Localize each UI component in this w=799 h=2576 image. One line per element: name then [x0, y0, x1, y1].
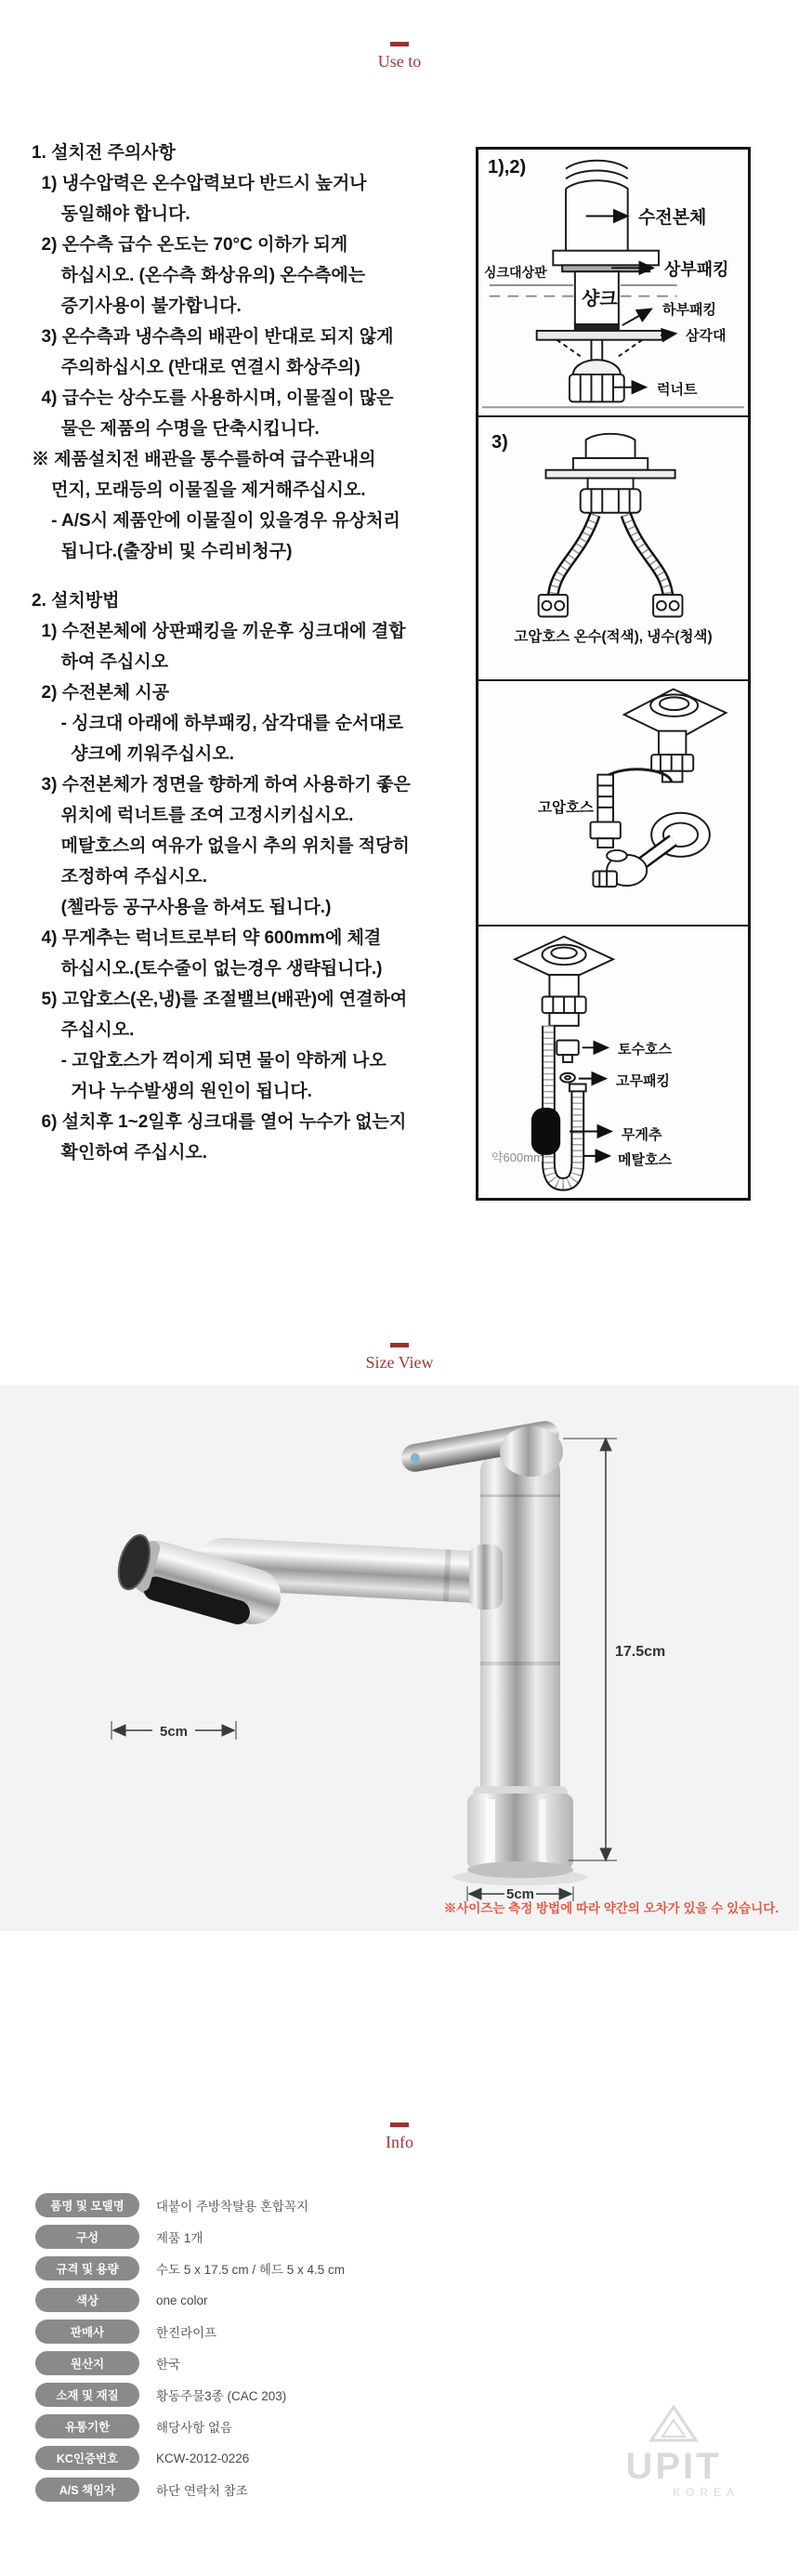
instruction-line: 조정하여 주십시오.: [32, 867, 208, 887]
info-label-pill: 품명 및 모델명: [35, 2193, 139, 2217]
metal-hose-label: 메탈호스: [618, 1152, 672, 1168]
upit-logo-icon: [649, 2405, 698, 2442]
height-dimension-label: 17.5cm: [615, 1644, 666, 1660]
info-label-pill: A/S 책임자: [35, 2477, 139, 2502]
sink-mount-diagram: [478, 150, 748, 415]
instruction-line: - 싱크대 아래에 하부패킹, 삼각대를 순서대로: [32, 714, 404, 733]
watermark-brand-text: UPIT: [625, 2446, 722, 2487]
weight-label: 무게추: [622, 1127, 662, 1143]
info-label-pill: 구성: [35, 2225, 139, 2249]
info-value: 황동주물3종 (CAC 203): [156, 2389, 287, 2403]
info-row: [35, 2221, 593, 2253]
instruction-line: 하여 주십시오: [32, 652, 169, 672]
instruction-line: 거나 누수발생의 원인이 됩니다.: [32, 1082, 312, 1101]
instruction-line: 위치에 럭너트를 조여 고정시키십시오.: [32, 806, 354, 825]
installation-diagram-column: [476, 147, 751, 1201]
valve-connection-diagram: [478, 681, 748, 925]
instruction-line: 하십시오.(토수줄이 없는경우 생략됩니다.): [32, 959, 383, 979]
info-label-pill: 색상: [35, 2288, 139, 2312]
panel1-tag: 1),2): [488, 157, 527, 177]
instruction-line: 2) 수전본체 시공: [32, 683, 170, 703]
info-dash: [390, 2123, 409, 2127]
info-value: 하단 연락처 참조: [156, 2484, 248, 2498]
info-row: [35, 2347, 593, 2379]
info-value: 제품 1개: [156, 2231, 203, 2245]
info-row: [35, 2379, 593, 2411]
instruction-line: 6) 설치후 1~2일후 싱크대를 열어 누수가 없는지: [32, 1112, 407, 1132]
top-packing-label: 상부패킹: [664, 260, 729, 279]
instruction-line: ※ 제품설치전 배관을 통수를하여 급수관내의: [32, 450, 376, 469]
instruction-line: 주십시오.: [32, 1020, 135, 1040]
info-value: 대붙이 주방착탈용 혼합꼭지: [156, 2200, 308, 2214]
rubber-packing-label: 고무패킹: [616, 1073, 670, 1089]
faucet-product-image: [0, 1385, 799, 1931]
panel2-tag: 3): [491, 432, 508, 453]
info-row: [35, 2284, 593, 2316]
instruction-line: 확인하여 주십시오.: [32, 1143, 208, 1163]
faucet-body-label: 수전본체: [638, 208, 707, 228]
hose-color-caption: 고압호스 온수(적색), 냉수(청색): [514, 629, 713, 645]
info-label-pill: 판매사: [35, 2320, 139, 2344]
info-row: [35, 2316, 593, 2347]
size-view-title: Size View: [365, 1353, 434, 1372]
product-photo-area: [0, 1385, 799, 1931]
diagram-panel-valve: [478, 681, 748, 927]
hose-length-label: 약600mm: [491, 1150, 544, 1164]
info-row: [35, 2442, 593, 2474]
info-value: 한진라이프: [156, 2326, 217, 2340]
instruction-line: 2. 설치방법: [32, 591, 120, 611]
use-to-dash: [390, 42, 409, 46]
instruction-line: 됩니다.(출장비 및 수리비청구): [32, 542, 293, 561]
sink-top-label: 싱크대상판: [484, 265, 547, 280]
install-steps-text: [32, 585, 478, 1168]
shank-label: 샹크: [582, 289, 618, 309]
locknut-label: 럭너트: [657, 382, 698, 398]
info-label-pill: 소재 및 재질: [35, 2383, 139, 2407]
head-width-dimension-label: 5cm: [159, 1724, 189, 1740]
tripod-label: 삼각대: [686, 328, 727, 344]
diagram-panel-mounting: [478, 150, 748, 417]
use-to-title: Use to: [377, 52, 422, 71]
instruction-line: 4) 무게추는 럭너트로부터 약 600mm에 체결: [32, 928, 382, 948]
info-row: [35, 2253, 593, 2284]
info-value: KCW-2012-0226: [156, 2451, 250, 2465]
info-label-pill: 유통기한: [35, 2414, 139, 2438]
instruction-line: - 고압호스가 꺽이게 되면 물이 약하게 나오: [32, 1051, 386, 1071]
high-pressure-hose-label: 고압호스: [538, 800, 594, 816]
diagram-panel-weight: [478, 927, 748, 1198]
info-title: Info: [386, 2133, 413, 2151]
instruction-line: 1. 설치전 주의사항: [32, 143, 176, 163]
instruction-line: 샹크에 끼워주십시오.: [32, 744, 234, 764]
brand-watermark: [595, 2405, 753, 2499]
info-row: [35, 2474, 593, 2505]
info-label-pill: 규격 및 용량: [35, 2256, 139, 2280]
info-row: [35, 2189, 593, 2221]
instruction-line: 하십시오. (온수측 화상유의) 온수측에는: [32, 266, 366, 285]
instruction-line: 동일해야 합니다.: [32, 204, 190, 224]
instruction-line: 5) 고압호스(온,냉)를 조절밸브(배관)에 연결하여: [32, 990, 408, 1009]
instruction-line: 증기사용이 불가합니다.: [32, 296, 242, 316]
bottom-packing-label: 하부패킹: [662, 302, 716, 318]
info-value: 한국: [156, 2358, 181, 2372]
size-view-dash: [390, 1343, 409, 1347]
info-label-pill: KC인증번호: [35, 2446, 139, 2470]
size-tolerance-note: ※사이즈는 측정 방법에 따라 약간의 오차가 있을 수 있습니다.: [443, 1901, 779, 1915]
info-row: [35, 2411, 593, 2442]
info-value: one color: [156, 2293, 208, 2307]
diagram-panel-hoses: [478, 417, 748, 681]
precautions-text: [32, 138, 478, 567]
instruction-line: 1) 수전본체에 상판패킹을 끼운후 싱크대에 결합: [32, 622, 406, 641]
base-width-dimension-label: 5cm: [505, 1886, 535, 1902]
instruction-line: (첼라등 공구사용을 하셔도 됩니다.): [32, 898, 332, 917]
info-value: 해당사항 없음: [156, 2421, 232, 2435]
spout-hose-label: 토수호스: [618, 1042, 672, 1058]
instruction-line: - A/S시 제품안에 이물질이 있을경우 유상처리: [32, 511, 400, 531]
instruction-line: 3) 수전본체가 정면을 향하게 하여 사용하기 좋은: [32, 775, 411, 795]
info-label-pill: 원산지: [35, 2351, 139, 2375]
instruction-line: 메탈호스의 여유가 없을시 추의 위치를 적당히: [32, 836, 410, 856]
instruction-line: 먼지, 모래등의 이물질을 제거해주십시오.: [32, 480, 366, 500]
info-value: 수도 5 x 17.5 cm / 헤드 5 x 4.5 cm: [156, 2263, 345, 2277]
instruction-line: 1) 냉수압력은 온수압력보다 반드시 높거나: [32, 174, 367, 193]
instruction-line: 주의하십시오 (반대로 연결시 화상주의): [32, 358, 360, 377]
instruction-line: 2) 온수측 급수 온도는 70°C 이하가 되게: [32, 235, 348, 255]
info-table: [35, 2189, 593, 2505]
instruction-line: 물은 제품의 수명을 단축시킵니다.: [32, 419, 320, 439]
instruction-line: 4) 급수는 상수도를 사용하시며, 이물질이 많은: [32, 388, 394, 408]
instruction-line: 3) 온수측과 냉수측의 배관이 반대로 되지 않게: [32, 327, 394, 347]
watermark-region-text: KOREA: [672, 2486, 740, 2499]
